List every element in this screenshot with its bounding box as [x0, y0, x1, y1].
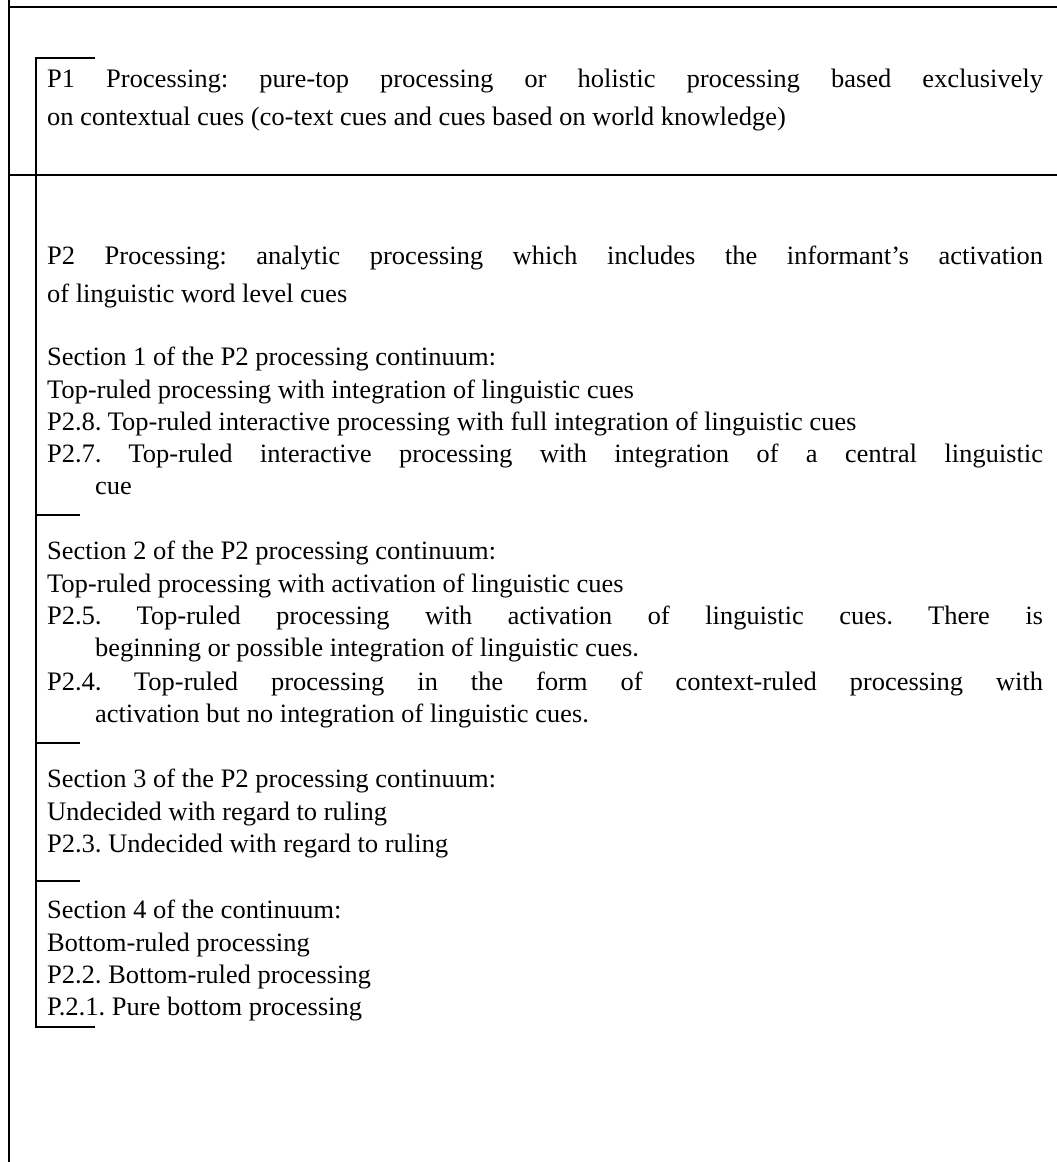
- p2-intro-line-1: P2 Processing: analytic processing which includes the informant’s activation: [47, 240, 1043, 270]
- section-divider-4: [35, 1026, 95, 1028]
- item-p2-3: P2.3. Undecided with regard to ruling: [47, 828, 449, 858]
- section-3-heading: Section 3 of the P2 processing continuum:: [47, 763, 496, 793]
- bracket-tick-p1: [35, 57, 95, 59]
- section-2-subheading: Top-ruled processing with activation of linguistic cues: [47, 568, 624, 598]
- row-divider: [8, 174, 1057, 176]
- item-p2-4-line-2: activation but no integration of linguistic cues.: [95, 698, 589, 728]
- item-p2-5-line-2: beginning or possible integration of linguistic cues.: [95, 632, 639, 662]
- bracket-vertical-p2: [35, 176, 37, 1028]
- table-border-top: [8, 6, 1057, 8]
- section-3-subheading: Undecided with regard to ruling: [47, 796, 387, 826]
- section-4-subheading: Bottom-ruled processing: [47, 927, 310, 957]
- section-2-heading: Section 2 of the P2 processing continuum:: [47, 535, 496, 565]
- p1-line-1: P1 Processing: pure-top processing or holistic processing based exclusively: [47, 63, 1043, 93]
- item-p2-1: P.2.1. Pure bottom processing: [47, 991, 363, 1021]
- item-p2-5-line-1: P2.5. Top-ruled processing with activation of linguistic cues. There is: [47, 600, 1043, 630]
- item-p2-4-line-1: P2.4. Top-ruled processing in the form of context-ruled processing with: [47, 666, 1043, 696]
- p1-line-2: on contextual cues (co-text cues and cues based on world knowledge): [47, 101, 786, 131]
- item-p2-8: P2.8. Top-ruled interactive processing with full integration of linguistic cues: [47, 406, 857, 436]
- section-divider-2: [35, 742, 80, 744]
- item-p2-7-line-1: P2.7. Top-ruled interactive processing with integration of a central linguistic: [47, 438, 1043, 468]
- section-divider-3: [35, 880, 80, 882]
- item-p2-2: P2.2. Bottom-ruled processing: [47, 959, 371, 989]
- bracket-vertical-p1: [35, 57, 37, 174]
- section-1-heading: Section 1 of the P2 processing continuum:: [47, 341, 496, 371]
- item-p2-7-line-2: cue: [95, 470, 132, 500]
- section-1-subheading: Top-ruled processing with integration of linguistic cues: [47, 374, 634, 404]
- p2-intro-line-2: of linguistic word level cues: [47, 278, 348, 308]
- section-4-heading: Section 4 of the continuum:: [47, 894, 342, 924]
- section-divider-1: [35, 514, 80, 516]
